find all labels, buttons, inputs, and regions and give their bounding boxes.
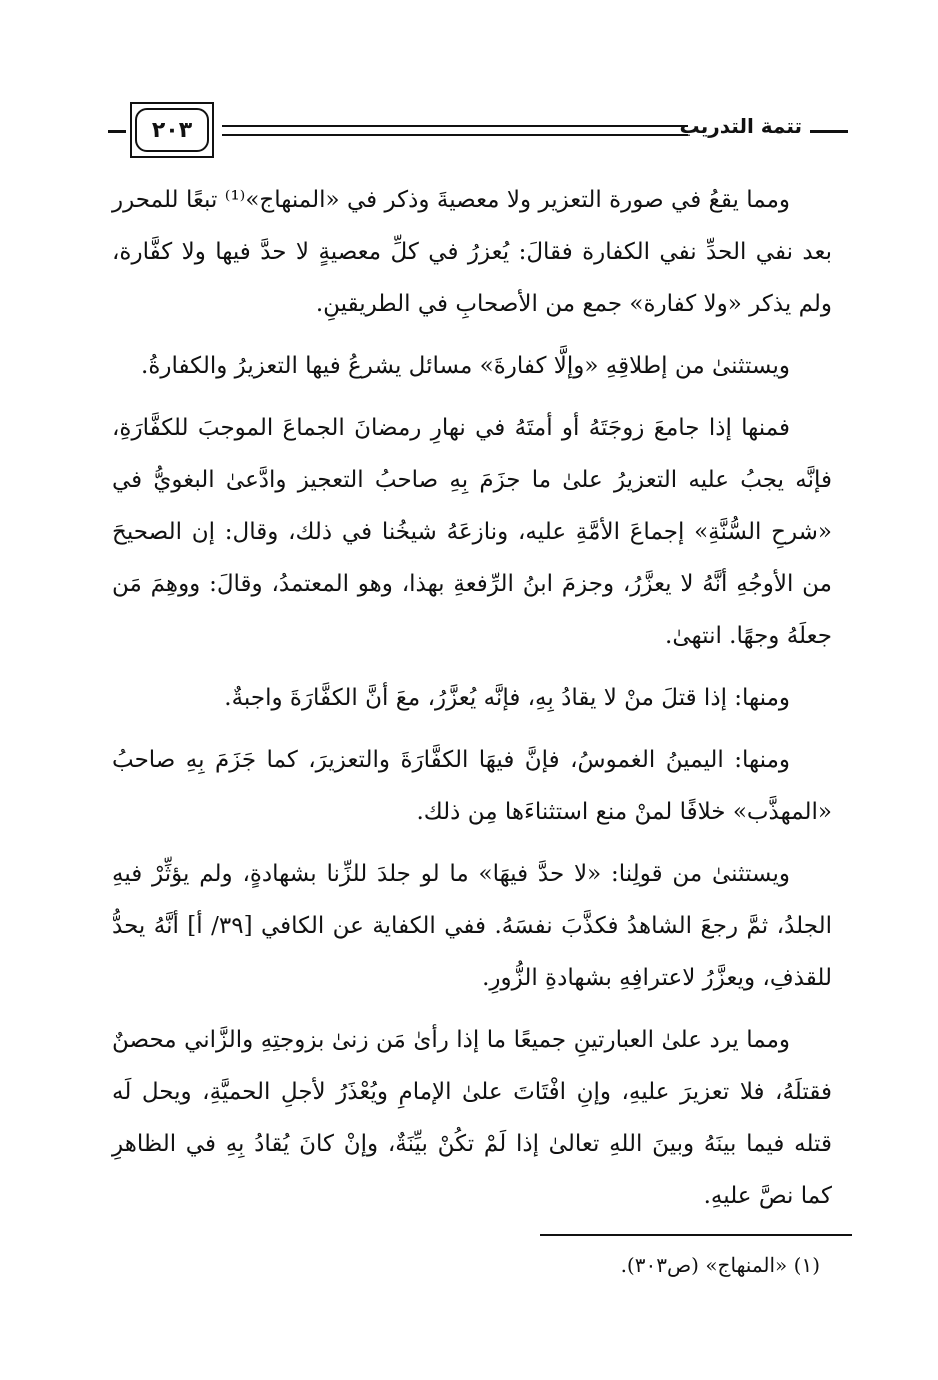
- paragraph-3: فمنها إذا جامعَ زوجَتَهُ أو أمتَهُ في نهارِ رمضانَ الجماعَ الموجبَ للكفَّارَةِ، فإنَّه يجبُ عليه التعزيرُ علىٰ ما جزَمَ بِهِ صاحبُ التعجيز وادَّعىٰ البغويُّ في «شرحِ السُّنَّةِ» إجماعَ الأمَّةِ عليه، ونازعَهُ شيخُنا في ذلك، وقال: إن الصحيحَ من الأوجُهِ أنَّهُ لا يعزَّرُ، وجزمَ ابنُ الرِّفعةِ بهذا، وهو المعتمدُ، وقالَ: ووهِمَ مَن جعلَهُ وجهًا. انتهىٰ.: [112, 415, 832, 649]
- paragraph-5: ومنها: اليمينُ الغموسُ، فإنَّ فيهَا الكفَّارَةَ والتعزيرَ، كما جَزَمَ بِهِ صاحبُ «المهذَّب» خلافًا لمنْ منع استثناءَها مِن ذلك.: [112, 747, 832, 825]
- header-rule-right: [810, 130, 848, 133]
- page-header: [108, 100, 848, 164]
- header-double-rule: [222, 125, 688, 136]
- page-number: ٢٠٣: [135, 108, 209, 152]
- footnote-1: (١) «المنهاج» (ص٣٠٣).: [620, 1253, 820, 1277]
- header-rule-left: [108, 130, 126, 133]
- paragraph-7: ومما يرد علىٰ العبارتينِ جميعًا ما إذا رأىٰ مَن زنىٰ بزوجتِهِ والزَّاني محصنٌ فقتلَهُ، فلا تعزيرَ عليهِ، وإنِ افْتَاتَ علىٰ الإمامِ ويُعْذَرُ لأجلِ الحميَّةِ، ويحل لَه قتله فيما بينَهُ وبينَ اللهِ تعالىٰ إذا لَمْ تكُنْ بيِّنَةٌ، وإنْ كانَ يُقادُ بِهِ في الظاهرِ كما نصَّ عليهِ.: [112, 1027, 832, 1209]
- running-title: تتمة التدريب: [679, 114, 802, 138]
- page-number-frame: [130, 102, 214, 158]
- paragraph-6: ويستثنىٰ من قولِنا: «لا حدَّ فيهَا» ما لو جلدَ للزِّنا بشهادةٍ، ولم يؤثِّرْ فيهِ الجلدُ، ثمَّ رجعَ الشاهدُ فكذَّبَ نفسَهُ. ففي الكفاية عن الكافي [٣٩/ أ] أنَّهُ يحدُّ للقذفِ، ويعزَّرُ لاعترافِهِ بشهادةِ الزُّورِ.: [112, 861, 832, 991]
- paragraph-1: ومما يقعُ في صورة التعزير ولا معصيةَ وذكر في «المنهاج»⁽¹⁾ تبعًا للمحرر بعد نفي الحدِّ نفي الكفارة فقالَ: يُعزرُ في كلِّ معصيةٍ لا حدَّ فيها ولا كفَّارة، ولم يذكر «ولا كفارة» جمع من الأصحابِ في الطريقينِ.: [112, 187, 832, 317]
- main-text: [112, 174, 832, 1232]
- paragraph-4: ومنها: إذا قتلَ منْ لا يقادُ بِهِ، فإنَّه يُعزَّرُ، معَ أنَّ الكفَّارَةَ واجبةٌ.: [224, 685, 790, 711]
- paragraph-2: ويستثنىٰ من إطلاقِهِ «وإلَّا كفارةَ» مسائل يشرعُ فيها التعزيرُ والكفارةُ.: [141, 353, 790, 379]
- footnote-separator: [540, 1234, 852, 1236]
